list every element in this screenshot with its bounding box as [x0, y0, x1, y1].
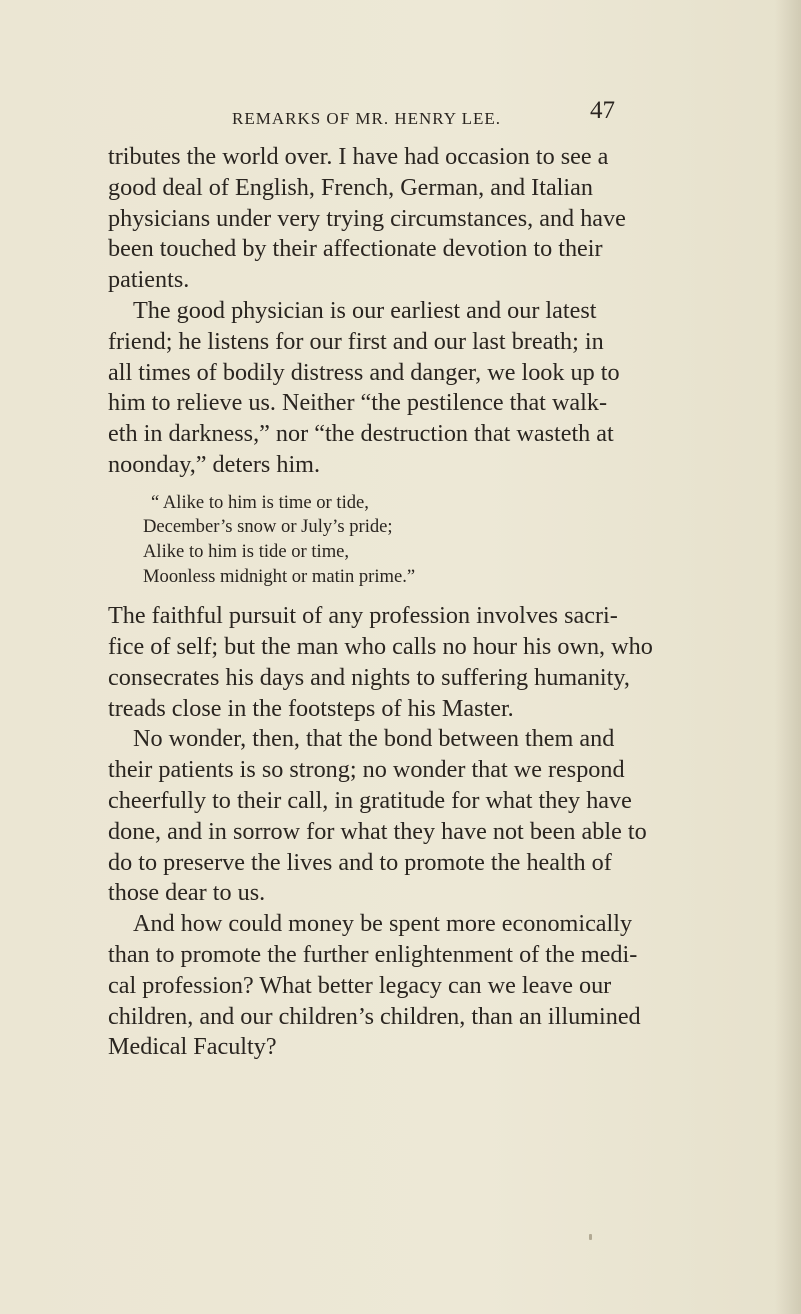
text-line: him to relieve us. Neither “the pestilence that walk-	[108, 389, 608, 417]
text-line: eth in darkness,” nor “the destruction that wasteth at	[108, 420, 614, 448]
poem-line: Moonless midnight or matin prime.”	[143, 565, 416, 587]
text-line: good deal of English, French, German, and Italian	[108, 173, 593, 201]
text-line: their patients is so strong; no wonder that we respond	[108, 756, 625, 784]
paragraph	[108, 296, 668, 481]
poem-line: “ Alike to him is time or tide,	[151, 491, 369, 513]
text-line: than to promote the further enlightenment of the medi-	[108, 940, 638, 968]
poem-line: December’s snow or July’s pride;	[143, 516, 393, 538]
text-line: do to preserve the lives and to promote the health of	[108, 848, 612, 876]
text-line: The faithful pursuit of any profession involves sacri-	[108, 602, 618, 630]
page-number: 47	[590, 97, 615, 124]
text-line: all times of bodily distress and danger, we look up to	[108, 358, 620, 386]
poem-quotation	[108, 491, 668, 589]
text-line: cal profession? What better legacy can we leave our	[108, 971, 612, 999]
text-line: And how could money be spent more economically	[133, 910, 633, 938]
binding-shadow	[775, 0, 801, 1314]
text-line: Medical Faculty?	[108, 1033, 277, 1061]
text-line: treads close in the footsteps of his Master.	[108, 694, 514, 722]
paragraph	[108, 601, 668, 724]
text-line: No wonder, then, that the bond between them and	[133, 725, 615, 753]
text-line: cheerfully to their call, in gratitude for what they have	[108, 786, 632, 814]
paragraph	[108, 909, 668, 1063]
text-line: noonday,” deters him.	[108, 450, 321, 478]
text-line: The good physician is our earliest and our latest	[133, 296, 597, 324]
text-line: fice of self; but the man who calls no hour his own, who	[108, 632, 653, 660]
text-line: friend; he listens for our first and our last breath; in	[108, 327, 604, 355]
text-line: children, and our children’s children, than an illumined	[108, 1002, 641, 1030]
text-line: been touched by their affectionate devotion to their	[108, 235, 603, 263]
running-title: REMARKS OF MR. HENRY LEE.	[232, 109, 502, 128]
text-line: those dear to us.	[108, 879, 266, 907]
text-line: consecrates his days and nights to suffering humanity,	[108, 663, 630, 691]
text-line: tributes the world over. I have had occasion to see a	[108, 143, 609, 170]
text-line: done, and in sorrow for what they have not been able to	[108, 817, 647, 845]
poem-line: Alike to him is tide or time,	[143, 540, 350, 562]
text-line: physicians under very trying circumstances, and have	[108, 204, 626, 232]
text-line: patients.	[108, 266, 190, 294]
paragraph	[108, 142, 668, 296]
paragraph	[108, 724, 668, 909]
body-text	[108, 142, 668, 1063]
ink-speck	[589, 1234, 592, 1240]
